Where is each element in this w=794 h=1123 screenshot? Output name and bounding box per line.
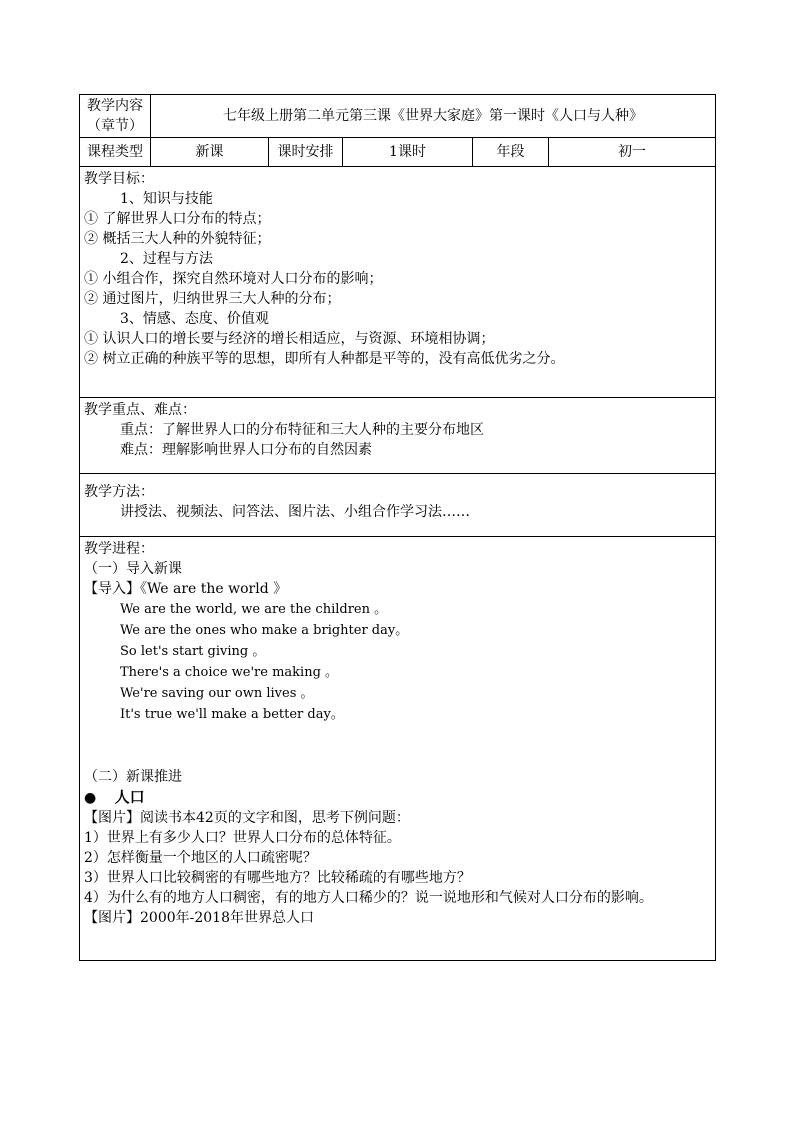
process-title: 教学进程： [84,541,154,557]
key-points-title: 教学重点、难点： [84,402,196,418]
methods-title: 教学方法： [84,484,154,500]
question-item: 3）世界人口比较稠密的有哪些地方？比较稀疏的有哪些地方？ [84,870,471,886]
objectives-s2-item: ① 小组合作，探究自然环境对人口分布的影响； [84,271,383,287]
content-row [80,95,716,138]
grade-value: 初一 [549,138,716,167]
song-line: It's true we'll make a better day。 [120,707,344,722]
question-item: 1）世界上有多少人口？世界人口分布的总体特征。 [84,830,401,846]
bullet-icon: ● [84,790,97,806]
content-title: 七年级上册第二单元第三课《世界大家庭》第一课时《人口与人种》 [151,95,716,138]
grade-label: 年段 [473,138,549,167]
objectives-s3-item: ② 树立正确的种族平等的思想，即所有人种都是平等的，没有高低优劣之分。 [84,351,565,367]
course-type-label: 课程类型 [80,138,151,167]
difficult-point-text: 难点：理解影响世界人口分布的自然因素 [120,442,372,458]
bullet-item [84,787,711,808]
bullet-text: 人口 [114,788,145,806]
objectives-s2-item: ② 通过图片，归纳世界三大人种的分布； [84,291,341,307]
question-item: 2）怎样衡量一个地区的人口疏密呢？ [84,850,317,866]
methods-cell [80,474,716,537]
key-points-row [80,398,716,474]
process-cell [80,537,716,961]
objectives-row [80,167,716,398]
song-line: We are the ones who make a brighter day。 [120,623,409,638]
objectives-title: 教学目标： [84,171,154,187]
schedule-value: 1课时 [343,138,473,167]
process-row [80,537,716,961]
question-item: 4）为什么有的地方人口稠密，有的地方人口稀少的？说一说地形和气候对人口分布的影响。 [84,890,653,906]
objectives-cell [80,167,716,398]
course-type-value: 新课 [151,138,269,167]
course-info-row [80,138,716,167]
objectives-s3-item: ① 认识人口的增长要与经济的增长相适应，与资源、环境相协调； [84,331,495,347]
song-line: There's a choice we're making 。 [120,665,339,680]
picture-caption: 【图片】2000年-2018年世界总人口 [84,910,314,926]
methods-text: 讲授法、视频法、问答法、图片法、小组合作学习法…… [120,504,470,520]
objectives-s1-title: 1、知识与技能 [120,191,213,207]
objectives-s1-item: ① 了解世界人口分布的特点； [84,211,271,227]
process-part1-heading: （一）导入新课 [84,561,182,577]
key-points-cell [80,398,716,474]
song-line: We are the world, we are the children 。 [120,602,388,617]
content-label-cell [80,95,151,138]
objectives-s3-title: 3、情感、态度、价值观 [120,311,269,327]
content-label-line1: 教学内容 [87,98,143,114]
key-point-text: 重点：了解世界人口的分布特征和三大人种的主要分布地区 [120,422,484,438]
intro-song-heading: 【导入】《We are the world 》 [84,581,288,597]
song-line: We're saving our own lives 。 [120,686,314,701]
picture-intro: 【图片】阅读书本42页的文字和图，思考下例问题： [84,810,410,826]
objectives-s2-title: 2、过程与方法 [120,251,213,267]
schedule-label: 课时安排 [269,138,343,167]
methods-row [80,474,716,537]
objectives-s1-item: ② 概括三大人种的外貌特征； [84,231,271,247]
content-label-line2: （章节） [87,118,143,134]
process-part2-heading: （二）新课推进 [84,769,182,785]
lesson-plan-table [79,94,716,961]
spacer [84,725,711,767]
song-line: So let's start giving 。 [120,644,266,659]
